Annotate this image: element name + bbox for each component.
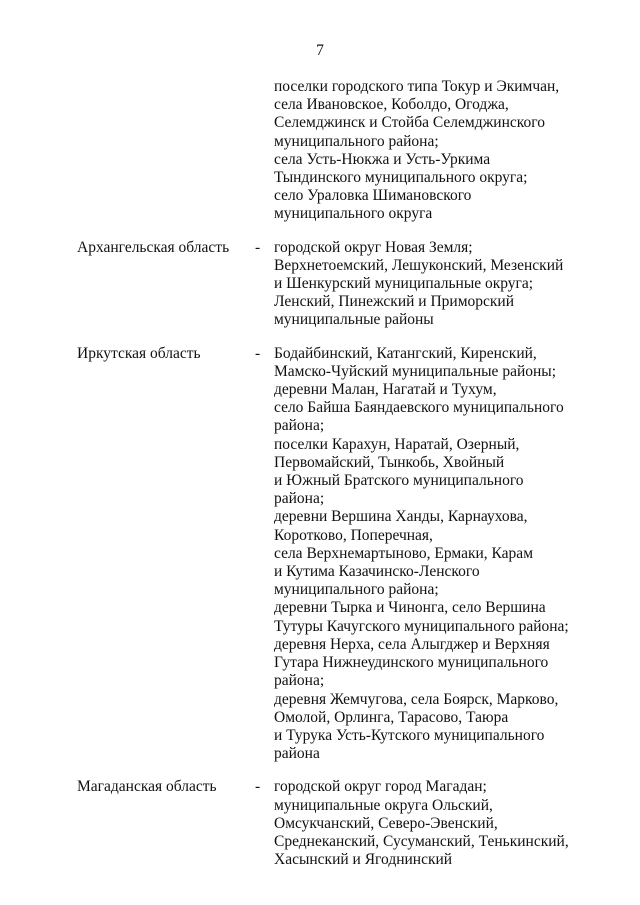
- region-name: Магаданская область: [77, 778, 217, 796]
- territory-line: и Турука Усть-Кутского муниципального: [274, 726, 545, 744]
- territory-line: и Южный Братского муниципального: [274, 472, 524, 490]
- territory-line: и Кутима Казачинско-Ленского: [274, 563, 480, 581]
- territory-list: [274, 78, 614, 224]
- region-name: Архангельская область: [77, 238, 230, 256]
- region-name: Иркутская область: [77, 344, 201, 362]
- territory-line: муниципального района;: [274, 581, 439, 599]
- territory-line: Коротково, Поперечная,: [274, 526, 433, 544]
- region-entry: [0, 778, 640, 869]
- region-entry: [0, 78, 640, 224]
- territory-line: Первомайский, Тынкобь, Хвойный: [274, 453, 505, 471]
- territory-line: поселки Карахун, Наратай, Озерный,: [274, 435, 520, 453]
- dash-separator: -: [255, 344, 261, 362]
- document-body: [0, 78, 640, 869]
- territory-line: села Усть-Нюкжа и Усть-Уркима: [274, 150, 491, 168]
- territory-line: района;: [274, 490, 325, 508]
- territory-line: деревни Тырка и Чинонга, село Вершина: [274, 599, 546, 617]
- territory-line: Бодайбинский, Катангский, Киренский,: [274, 344, 537, 362]
- territory-line: Хасынский и Ягоднинский: [274, 851, 453, 869]
- territory-line: села Верхнемартыново, Ермаки, Карам: [274, 544, 533, 562]
- territory-line: деревни Малан, Нагатай и Тухум,: [274, 381, 497, 399]
- region-entry: [0, 239, 640, 330]
- region-entry: [0, 345, 640, 764]
- territory-line: муниципальные районы: [274, 311, 434, 329]
- territory-line: района;: [274, 417, 325, 435]
- territory-line: поселки городского типа Токур и Экимчан,: [274, 78, 560, 95]
- territory-line: муниципальные округа Ольский,: [274, 796, 493, 814]
- territory-line: и Шенкурский муниципальные округа;: [274, 275, 534, 293]
- entry-spacer: [0, 763, 640, 778]
- territory-list: [274, 239, 614, 330]
- territory-list: [274, 345, 614, 764]
- territory-line: муниципального округа: [274, 205, 433, 223]
- territory-line: района: [274, 745, 320, 763]
- territory-line: деревня Жемчугова, села Боярск, Марково,: [274, 690, 559, 708]
- territory-line: городской округ город Магадан;: [274, 778, 487, 796]
- territory-line: Мамско-Чуйский муниципальные районы;: [274, 362, 557, 380]
- territory-line: Омолой, Орлинга, Тарасово, Таюра: [274, 708, 509, 726]
- territory-line: городской округ Новая Земля;: [274, 238, 473, 256]
- territory-list: [274, 778, 614, 869]
- dash-separator: -: [255, 778, 261, 796]
- territory-line: села Ивановское, Коболдо, Огоджа,: [274, 96, 509, 114]
- territory-line: село Ураловка Шимановского: [274, 187, 472, 205]
- territory-line: Среднеканский, Сусуманский, Тенькинский,: [274, 832, 569, 850]
- entry-spacer: [0, 330, 640, 345]
- territory-line: Гутара Нижнеудинского муниципального: [274, 654, 549, 672]
- territory-line: Омсукчанский, Северо-Эвенский,: [274, 814, 498, 832]
- territory-line: Тутуры Качугского муниципального района;: [274, 617, 569, 635]
- territory-line: муниципального района;: [274, 132, 439, 150]
- territory-line: деревня Нерха, села Алыгджер и Верхняя: [274, 635, 550, 653]
- territory-line: района;: [274, 672, 325, 690]
- page-number: 7: [316, 42, 324, 59]
- territory-line: Ленский, Пинежский и Приморский: [274, 293, 515, 311]
- territory-line: Селемджинск и Стойба Селемджинского: [274, 114, 545, 132]
- territory-line: деревни Вершина Ханды, Карнаухова,: [274, 508, 528, 526]
- dash-separator: -: [255, 238, 261, 256]
- territory-line: Верхнетоемский, Лешуконский, Мезенский: [274, 256, 564, 274]
- territory-line: Тындинского муниципального округа;: [274, 169, 528, 187]
- territory-line: село Байша Баяндаевского муниципального: [274, 399, 564, 417]
- entry-spacer: [0, 224, 640, 239]
